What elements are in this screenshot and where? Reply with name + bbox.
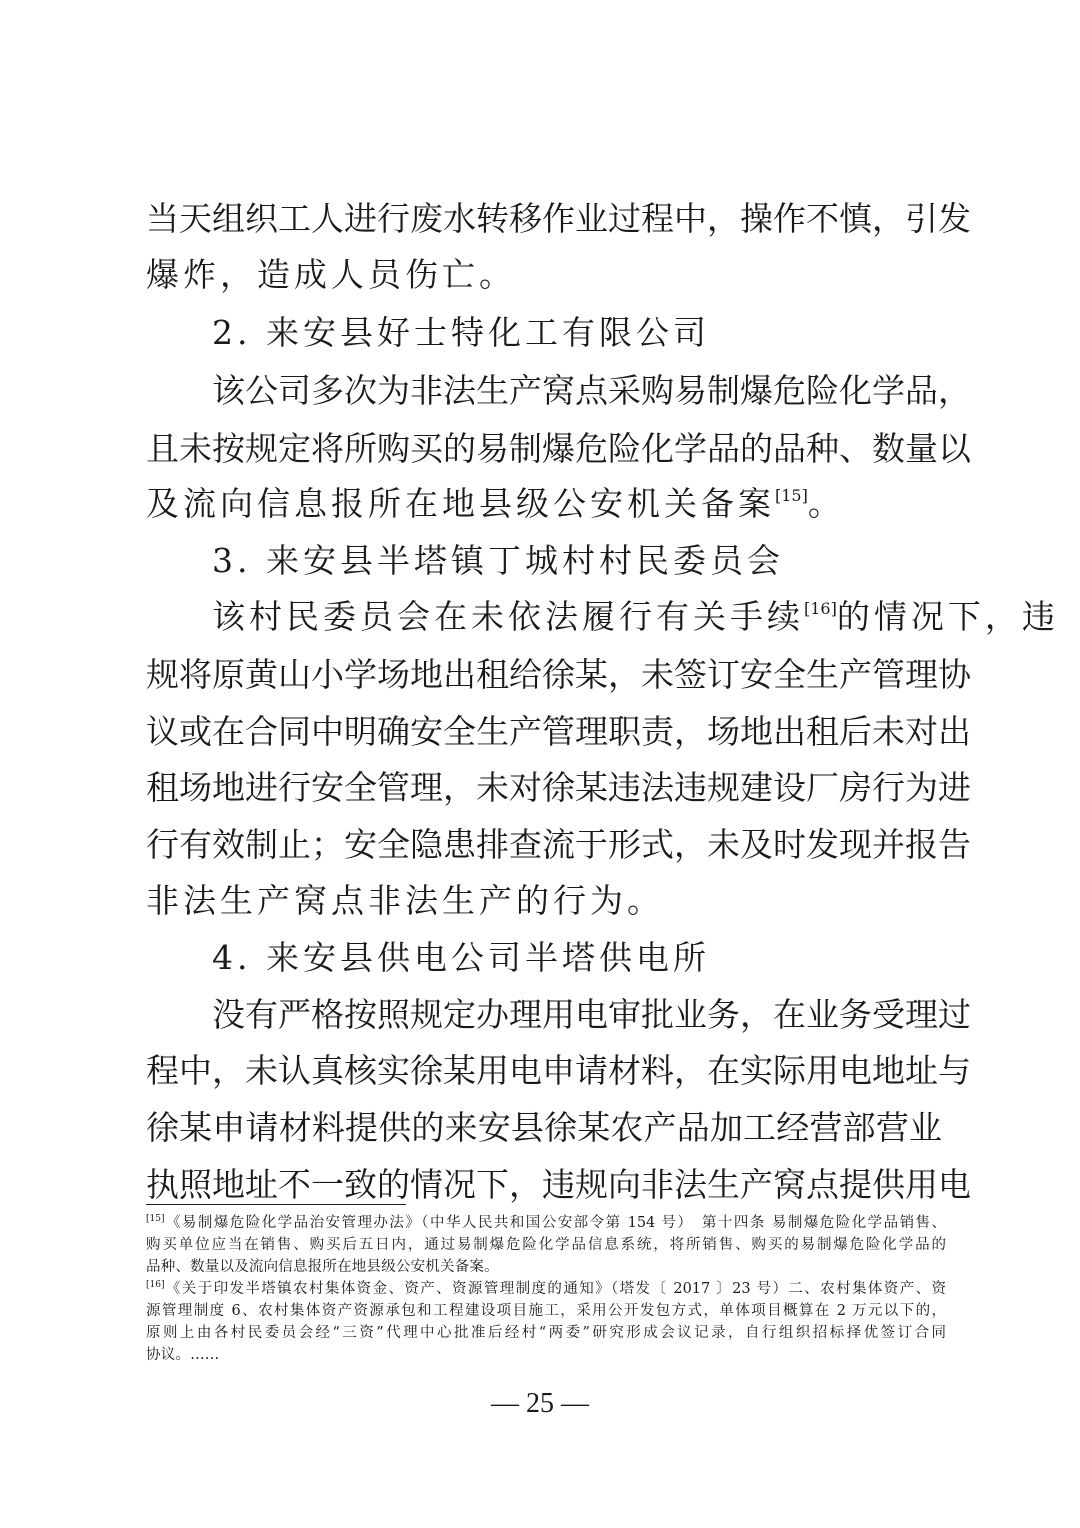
paragraph-2-line-3 (146, 484, 942, 524)
footnote-16-line-1-text: 《关于印发半塔镇农村集体资金、资产、资源管理制度的通知》（塔发〔 2017 〕23 号）二、农村集体资产、资 (164, 1281, 946, 1297)
page-number: — 25 — (491, 1388, 589, 1419)
paragraph-3-line-2: 规将原黄山小学场地出租给徐某，未签订安全生产管理协 (146, 655, 971, 694)
footnote-ref-16: [16] (804, 599, 837, 618)
paragraph-4-line-1: 没有严格按照规定办理用电审批业务，在业务受理过 (212, 995, 971, 1034)
paragraph-3-line-1-text-b: 的情况下，违 (836, 597, 1059, 636)
paragraph-3-line-1-text-a: 该村民委员会在未依法履行有关手续 (212, 597, 804, 636)
paragraph-1-line-2: 爆炸，造成人员伤亡。 (146, 255, 516, 294)
footnote-15-mark: [15] (146, 1214, 165, 1224)
section-heading-3: 3. 来安县半塔镇丁城村村民委员会 (212, 541, 784, 580)
section-heading-2: 2. 来安县好士特化工有限公司 (212, 313, 710, 352)
paragraph-3-line-6: 非法生产窝点非法生产的行为。 (146, 881, 664, 920)
section-heading-4: 4. 来安县供电公司半塔供电所 (212, 938, 710, 977)
paragraph-2-line-3-end: 。 (807, 484, 845, 523)
paragraph-1-line-1: 当天组织工人进行废水转移作业过程中，操作不慎，引发 (146, 199, 971, 238)
paragraph-4-line-2: 程中，未认真核实徐某用电申请材料，在实际用电地址与 (146, 1051, 971, 1090)
paragraph-2-line-2: 且未按规定将所购买的易制爆危险化学品的品种、数量以 (146, 429, 971, 468)
footnote-15-line-2: 购买单位应当在销售、购买后五日内，通过易制爆危险化学品信息系统，将所销售、购买的易制爆危险化学品的 (146, 1237, 946, 1253)
paragraph-4-line-3: 徐某申请材料提供的来安县徐某农产品加工经营部营业 (146, 1108, 942, 1147)
paragraph-3-line-4: 租场地进行安全管理，未对徐某违法违规建设厂房行为进 (146, 768, 971, 807)
paragraph-2-line-3-text: 及流向信息报所在地县级公安机关备案 (146, 484, 775, 523)
footnote-15-line-1-text: 《易制爆危险化学品治安管理办法》（中华人民共和国公安部令第 154 号） 第十四条 易制爆危险化学品销售、 (164, 1215, 946, 1231)
paragraph-3-line-3: 议或在合同中明确安全生产管理职责，场地出租后未对出 (146, 712, 971, 751)
footnote-15-line-1 (146, 1214, 946, 1233)
footnote-16-mark: [16] (146, 1280, 165, 1290)
footnote-divider (146, 1204, 406, 1205)
paragraph-3-line-5: 行有效制止；安全隐患排查流于形式，未及时发现并报告 (146, 825, 971, 864)
paragraph-2-line-1: 该公司多次为非法生产窝点采购易制爆危险化学品， (212, 371, 971, 410)
paragraph-3-line-1 (146, 597, 1059, 637)
footnote-16-line-3: 原则上由各村民委员会经“三资”代理中心批准后经村“两委”研究形成会议记录，自行组织招标择优签订合同 (146, 1325, 946, 1341)
footnote-15-line-3: 品种、数量以及流向信息报所在地县级公安机关备案。 (146, 1259, 499, 1275)
paragraph-4-line-4: 执照地址不一致的情况下，违规向非法生产窝点提供用电 (146, 1165, 971, 1204)
footnote-ref-15: [15] (775, 486, 808, 505)
footnote-16-line-2: 源管理制度 6、农村集体资产资源承包和工程建设项目施工，采用公开发包方式，单体项目概算在 2 万元以下的， (146, 1303, 946, 1319)
footnote-16-line-1 (146, 1280, 946, 1299)
footnote-16-line-4: 协议。…… (146, 1347, 220, 1363)
